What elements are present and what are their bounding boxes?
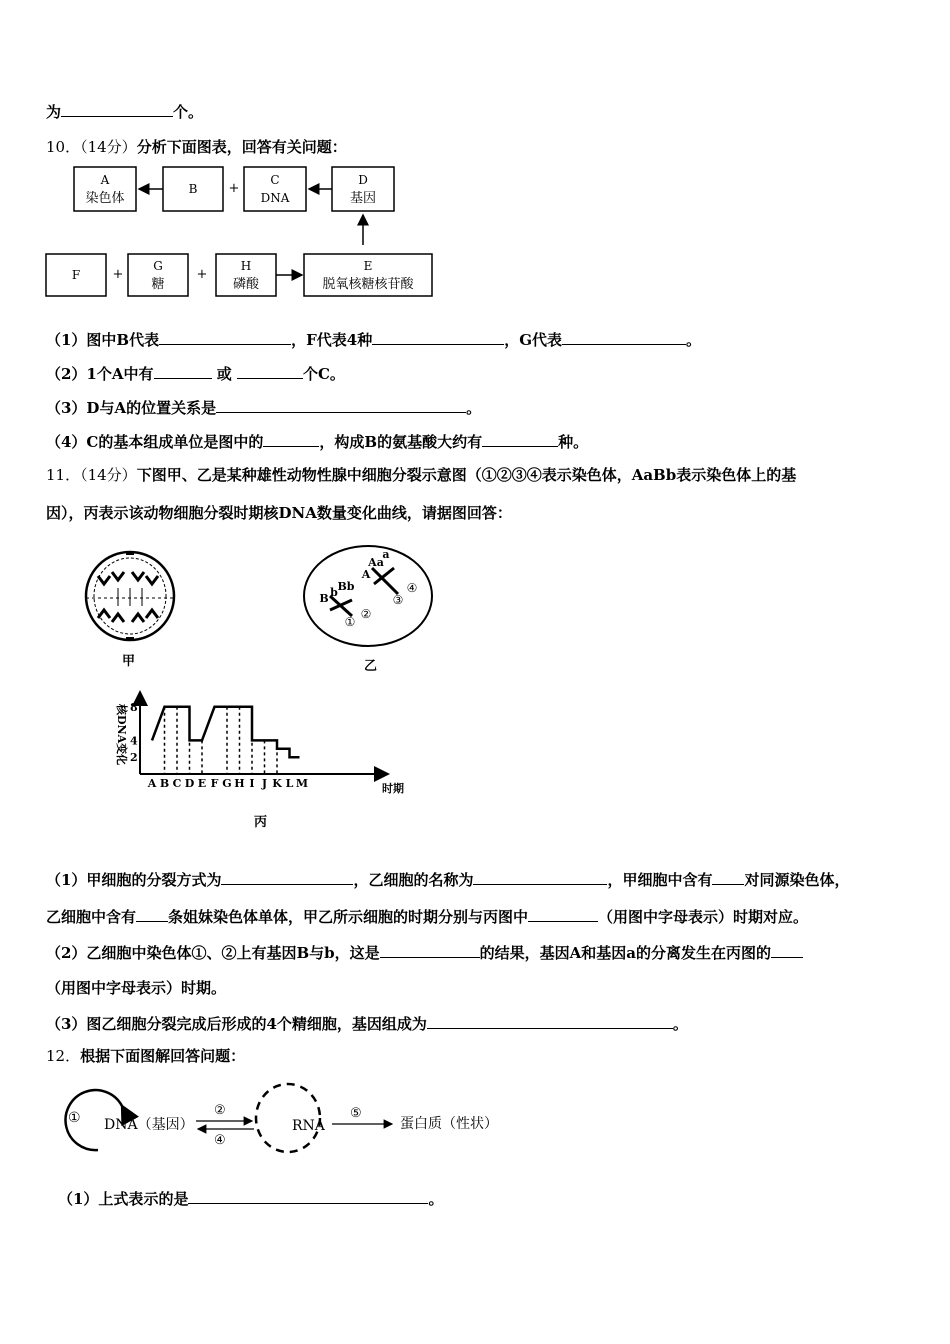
box-c-label: DNA (260, 191, 290, 205)
answer-blank[interactable] (154, 363, 212, 379)
chromosome-label-2: ② (360, 607, 372, 621)
gene-label-bb: Bb (337, 580, 355, 593)
answer-blank[interactable] (771, 942, 803, 958)
gene-label-aa: Aa (368, 556, 384, 569)
y-axis-label: 核DNA变化 (115, 704, 128, 766)
q11-header-2: 因），丙表示该动物细胞分裂时期核DNA数量变化曲线，请据图回答： (46, 504, 512, 522)
chart-bing (100, 690, 420, 836)
box-d-letter: D (358, 173, 368, 187)
q11-header: 11．（14分）下图甲、乙是某种雄性动物性腺中细胞分裂示意图（①②③④表示染色体，AaBb表示染色体上的基 (46, 466, 797, 484)
box-h-letter: H (240, 259, 252, 273)
answer-blank[interactable] (562, 329, 686, 345)
series-line-dna (152, 707, 300, 757)
box-d-label: 基因 (349, 191, 377, 206)
chromosome-label-1: ① (344, 615, 356, 629)
q12-diagram (56, 1076, 526, 1160)
gene-label-b-lower: b (330, 586, 338, 599)
box-b-letter: B (188, 182, 198, 196)
box-f-letter: F (71, 268, 81, 282)
box-a-letter: A (100, 173, 110, 187)
cell-jia-chromosomes-bottom (98, 610, 158, 622)
label-circle-2: ② (214, 1103, 226, 1118)
x-tick-label: C (172, 777, 182, 790)
q11-s3: （3）图乙细胞分裂完成后形成的4个精细胞，基因组成为 。 (46, 1015, 688, 1033)
answer-blank[interactable] (216, 397, 466, 413)
gene-label-b-upper: B (319, 592, 329, 605)
box-e-letter: E (363, 259, 373, 273)
x-tick-label: B (159, 777, 170, 790)
x-tick-label: H (234, 777, 245, 790)
cell-yi-figure (300, 540, 440, 674)
answer-blank[interactable] (61, 101, 173, 117)
q10-header: 10．（14分）分析下面图表，回答有关问题： (46, 138, 347, 156)
x-tick-label: I (249, 777, 255, 790)
label-rna: RNA (292, 1118, 325, 1134)
chromosome-label-3: ③ (392, 593, 404, 607)
x-tick-label: G (222, 777, 232, 790)
box-g-label: 糖 (151, 277, 165, 292)
answer-blank[interactable] (712, 869, 744, 885)
q10-s1: （1）图中B代表 ，F代表4种 ，G代表 。 (46, 331, 702, 349)
chromosome-label-4: ④ (406, 581, 418, 595)
plus-2: + (112, 267, 124, 282)
label-dna-gene: DNA（基因） (104, 1117, 194, 1133)
chart-title: 丙 (254, 815, 268, 830)
answer-blank[interactable] (221, 869, 353, 885)
cell-jia-pole-top (126, 552, 134, 555)
box-a-label: 染色体 (85, 191, 125, 206)
cell-jia-spindle-fibers (118, 588, 142, 606)
label-yi: 乙 (364, 659, 378, 674)
answer-blank[interactable] (136, 906, 168, 922)
answer-blank[interactable] (188, 1188, 428, 1204)
x-tick-label: L (285, 777, 294, 790)
box-h-label: 磷酸 (232, 277, 260, 292)
box-c-letter: C (270, 173, 280, 187)
q11-s1b: 乙细胞中含有 条姐妹染色体单体，甲乙所示细胞的时期分别与丙图中 （用图中字母表示）时期对应。 (46, 908, 809, 926)
q12-header: 12．根据下面图解回答问题： (46, 1047, 246, 1065)
x-tick-label: K (272, 777, 282, 790)
x-tick-label: A (147, 777, 157, 790)
q12-s1: （1）上式表示的是 。 (58, 1190, 444, 1208)
q11-s2b: （用图中字母表示）时期。 (46, 979, 227, 997)
answer-blank[interactable] (237, 363, 303, 379)
q11-s2a: （2）乙细胞中染色体①、②上有基因B与b，这是 的结果，基因A和基因a的分离发生在丙图的 (46, 942, 803, 963)
answer-blank[interactable] (380, 942, 480, 958)
label-circle-1: ① (68, 1110, 81, 1126)
x-tick-label: M (295, 777, 309, 790)
q11-s1a: （1）甲细胞的分裂方式为 ，乙细胞的名称为 ，甲细胞中含有 对同源染色体， (46, 871, 850, 889)
label-circle-4: ④ (214, 1133, 226, 1148)
gene-label-a-upper: A (361, 568, 371, 581)
y-tick-label: 2 (130, 751, 138, 765)
q10-s2: （2）1个A中有 或 个C。 (46, 365, 345, 383)
answer-blank[interactable] (372, 329, 504, 345)
box-g-letter: G (153, 259, 163, 273)
y-tick-label: 4 (130, 734, 138, 748)
x-axis-label: 时期 (382, 782, 404, 795)
x-tick-label: D (184, 777, 195, 790)
answer-blank[interactable] (482, 431, 558, 447)
y-tick-label: 8 (130, 700, 138, 714)
label-jia: 甲 (122, 654, 136, 669)
x-tick-label: E (197, 777, 207, 790)
q10-s3: （3）D与A的位置关系是 。 (46, 399, 482, 417)
q10-s4: （4）C的基本组成单位是图中的 ，构成B的氨基酸大约有 种。 (46, 433, 589, 451)
answer-blank[interactable] (427, 1013, 673, 1029)
cell-jia-chromosomes-top (98, 572, 158, 584)
cell-jia-figure (80, 540, 180, 674)
label-circle-5: ⑤ (350, 1106, 362, 1121)
label-protein: 蛋白质（性状） (400, 1116, 498, 1132)
plus-3: + (196, 267, 208, 282)
q10-diagram (40, 160, 440, 300)
top-line: 为 个。 (46, 103, 204, 121)
plus-1: + (228, 181, 240, 196)
answer-blank[interactable] (263, 431, 319, 447)
gene-label-a-lower: a (382, 548, 390, 561)
answer-blank[interactable] (159, 329, 291, 345)
box-e-label: 脱氧核糖核苷酸 (322, 277, 414, 292)
answer-blank[interactable] (528, 906, 598, 922)
answer-blank[interactable] (473, 869, 607, 885)
x-tick-label: J (261, 777, 268, 790)
x-tick-label: F (210, 777, 219, 790)
cell-jia-pole-bottom (126, 637, 134, 640)
